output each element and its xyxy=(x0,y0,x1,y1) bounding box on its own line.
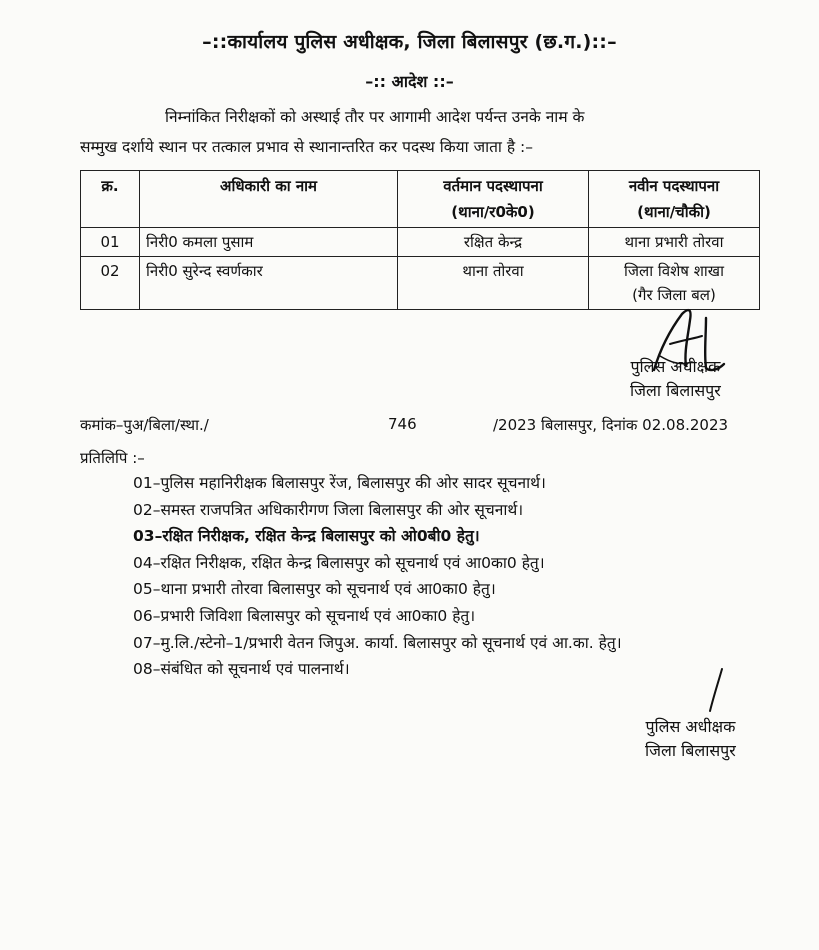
col-header-current xyxy=(398,171,589,228)
cell-new xyxy=(589,228,760,257)
col-header-current-line1: वर्तमान पदस्थापना xyxy=(443,177,543,195)
cell-name: निरी0 कमला पुसाम xyxy=(140,228,398,257)
order-heading: –:: आदेश ::– xyxy=(365,72,454,91)
intro-line-1: निम्नांकित निरीक्षकों को अस्थाई तौर पर आगामी आदेश पर्यन्त उनके नाम के xyxy=(165,108,585,126)
table-header-row xyxy=(81,171,760,228)
office-title: –::कार्यालय पुलिस अधीक्षक, जिला बिलासपुर (छ.ग.)::– xyxy=(202,31,617,53)
cell-current: रक्षित केन्द्र xyxy=(398,228,589,257)
cell-new-line2: (गैर जिला बल) xyxy=(632,286,716,304)
list-item: 05–थाना प्रभारी तोरवा बिलासपुर को सूचनार्थ एवं आ0का0 हेतु। xyxy=(133,580,496,599)
signatory-designation: पुलिस अधीक्षक xyxy=(645,717,736,736)
transfer-table xyxy=(80,170,760,310)
cell-current: थाना तोरवा xyxy=(398,257,589,310)
cell-new-line1: थाना प्रभारी तोरवा xyxy=(624,233,724,251)
signature-block-bottom xyxy=(645,715,736,763)
signatory-district: जिला बिलासपुर xyxy=(645,741,736,760)
cell-sr: 02 xyxy=(81,257,140,310)
reference-number: 746 xyxy=(388,415,417,433)
cell-new-line1: जिला विशेष शाखा xyxy=(624,262,724,280)
list-item: 01–पुलिस महानिरीक्षक बिलासपुर रेंज, बिलासपुर की ओर सादर सूचनार्थ। xyxy=(133,474,546,492)
signatory-district: जिला बिलासपुर xyxy=(630,381,721,400)
col-header-name: अधिकारी का नाम xyxy=(140,171,398,228)
list-item: 02–समस्त राजपत्रित अधिकारीगण जिला बिलासपुर की ओर सूचनार्थ। xyxy=(133,500,524,519)
copy-to-label: प्रतिलिपि :– xyxy=(80,449,145,467)
list-item: 07–मु.लि./स्टेनो–1/प्रभारी वेतन जिपुअ. कार्या. बिलासपुर को सूचनार्थ एवं आ.का. हेतु। xyxy=(133,633,622,652)
reference-date: /2023 बिलासपुर, दिनांक 02.08.2023 xyxy=(493,416,729,434)
list-item: 03–रक्षित निरीक्षक, रक्षित केन्द्र बिलासपुर को ओ0बी0 हेतु। xyxy=(133,527,480,546)
intro-line-2: सम्मुख दर्शाये स्थान पर तत्काल प्रभाव से स्थानान्तरित कर पदस्थ किया जाता है :– xyxy=(80,138,533,156)
copy-recipient-list xyxy=(133,470,622,683)
col-header-new-line2: (थाना/चौकी) xyxy=(637,203,711,221)
col-header-current-line2: (थाना/र0के0) xyxy=(451,203,535,221)
table-row xyxy=(81,228,760,257)
cell-sr: 01 xyxy=(81,228,140,257)
handwritten-mark xyxy=(700,665,740,715)
signature-block-top xyxy=(630,355,721,403)
col-header-sr: क्र. xyxy=(81,171,140,228)
signatory-designation: पुलिस अधीक्षक xyxy=(630,357,721,376)
col-header-new xyxy=(589,171,760,228)
list-item: 06–प्रभारी जिविशा बिलासपुर को सूचनार्थ एवं आ0का0 हेतु। xyxy=(133,606,476,625)
cell-name: निरी0 सुरेन्द स्वर्णकार xyxy=(140,257,398,310)
list-item: 08–संबंधित को सूचनार्थ एवं पालनार्थ। xyxy=(133,660,350,679)
list-item: 04–रक्षित निरीक्षक, रक्षित केन्द्र बिलासपुर को सूचनार्थ एवं आ0का0 हेतु। xyxy=(133,553,545,572)
col-header-new-line1: नवीन पदस्थापना xyxy=(628,177,720,195)
reference-prefix: कमांक–पुअ/बिला/स्था./ xyxy=(80,416,209,434)
